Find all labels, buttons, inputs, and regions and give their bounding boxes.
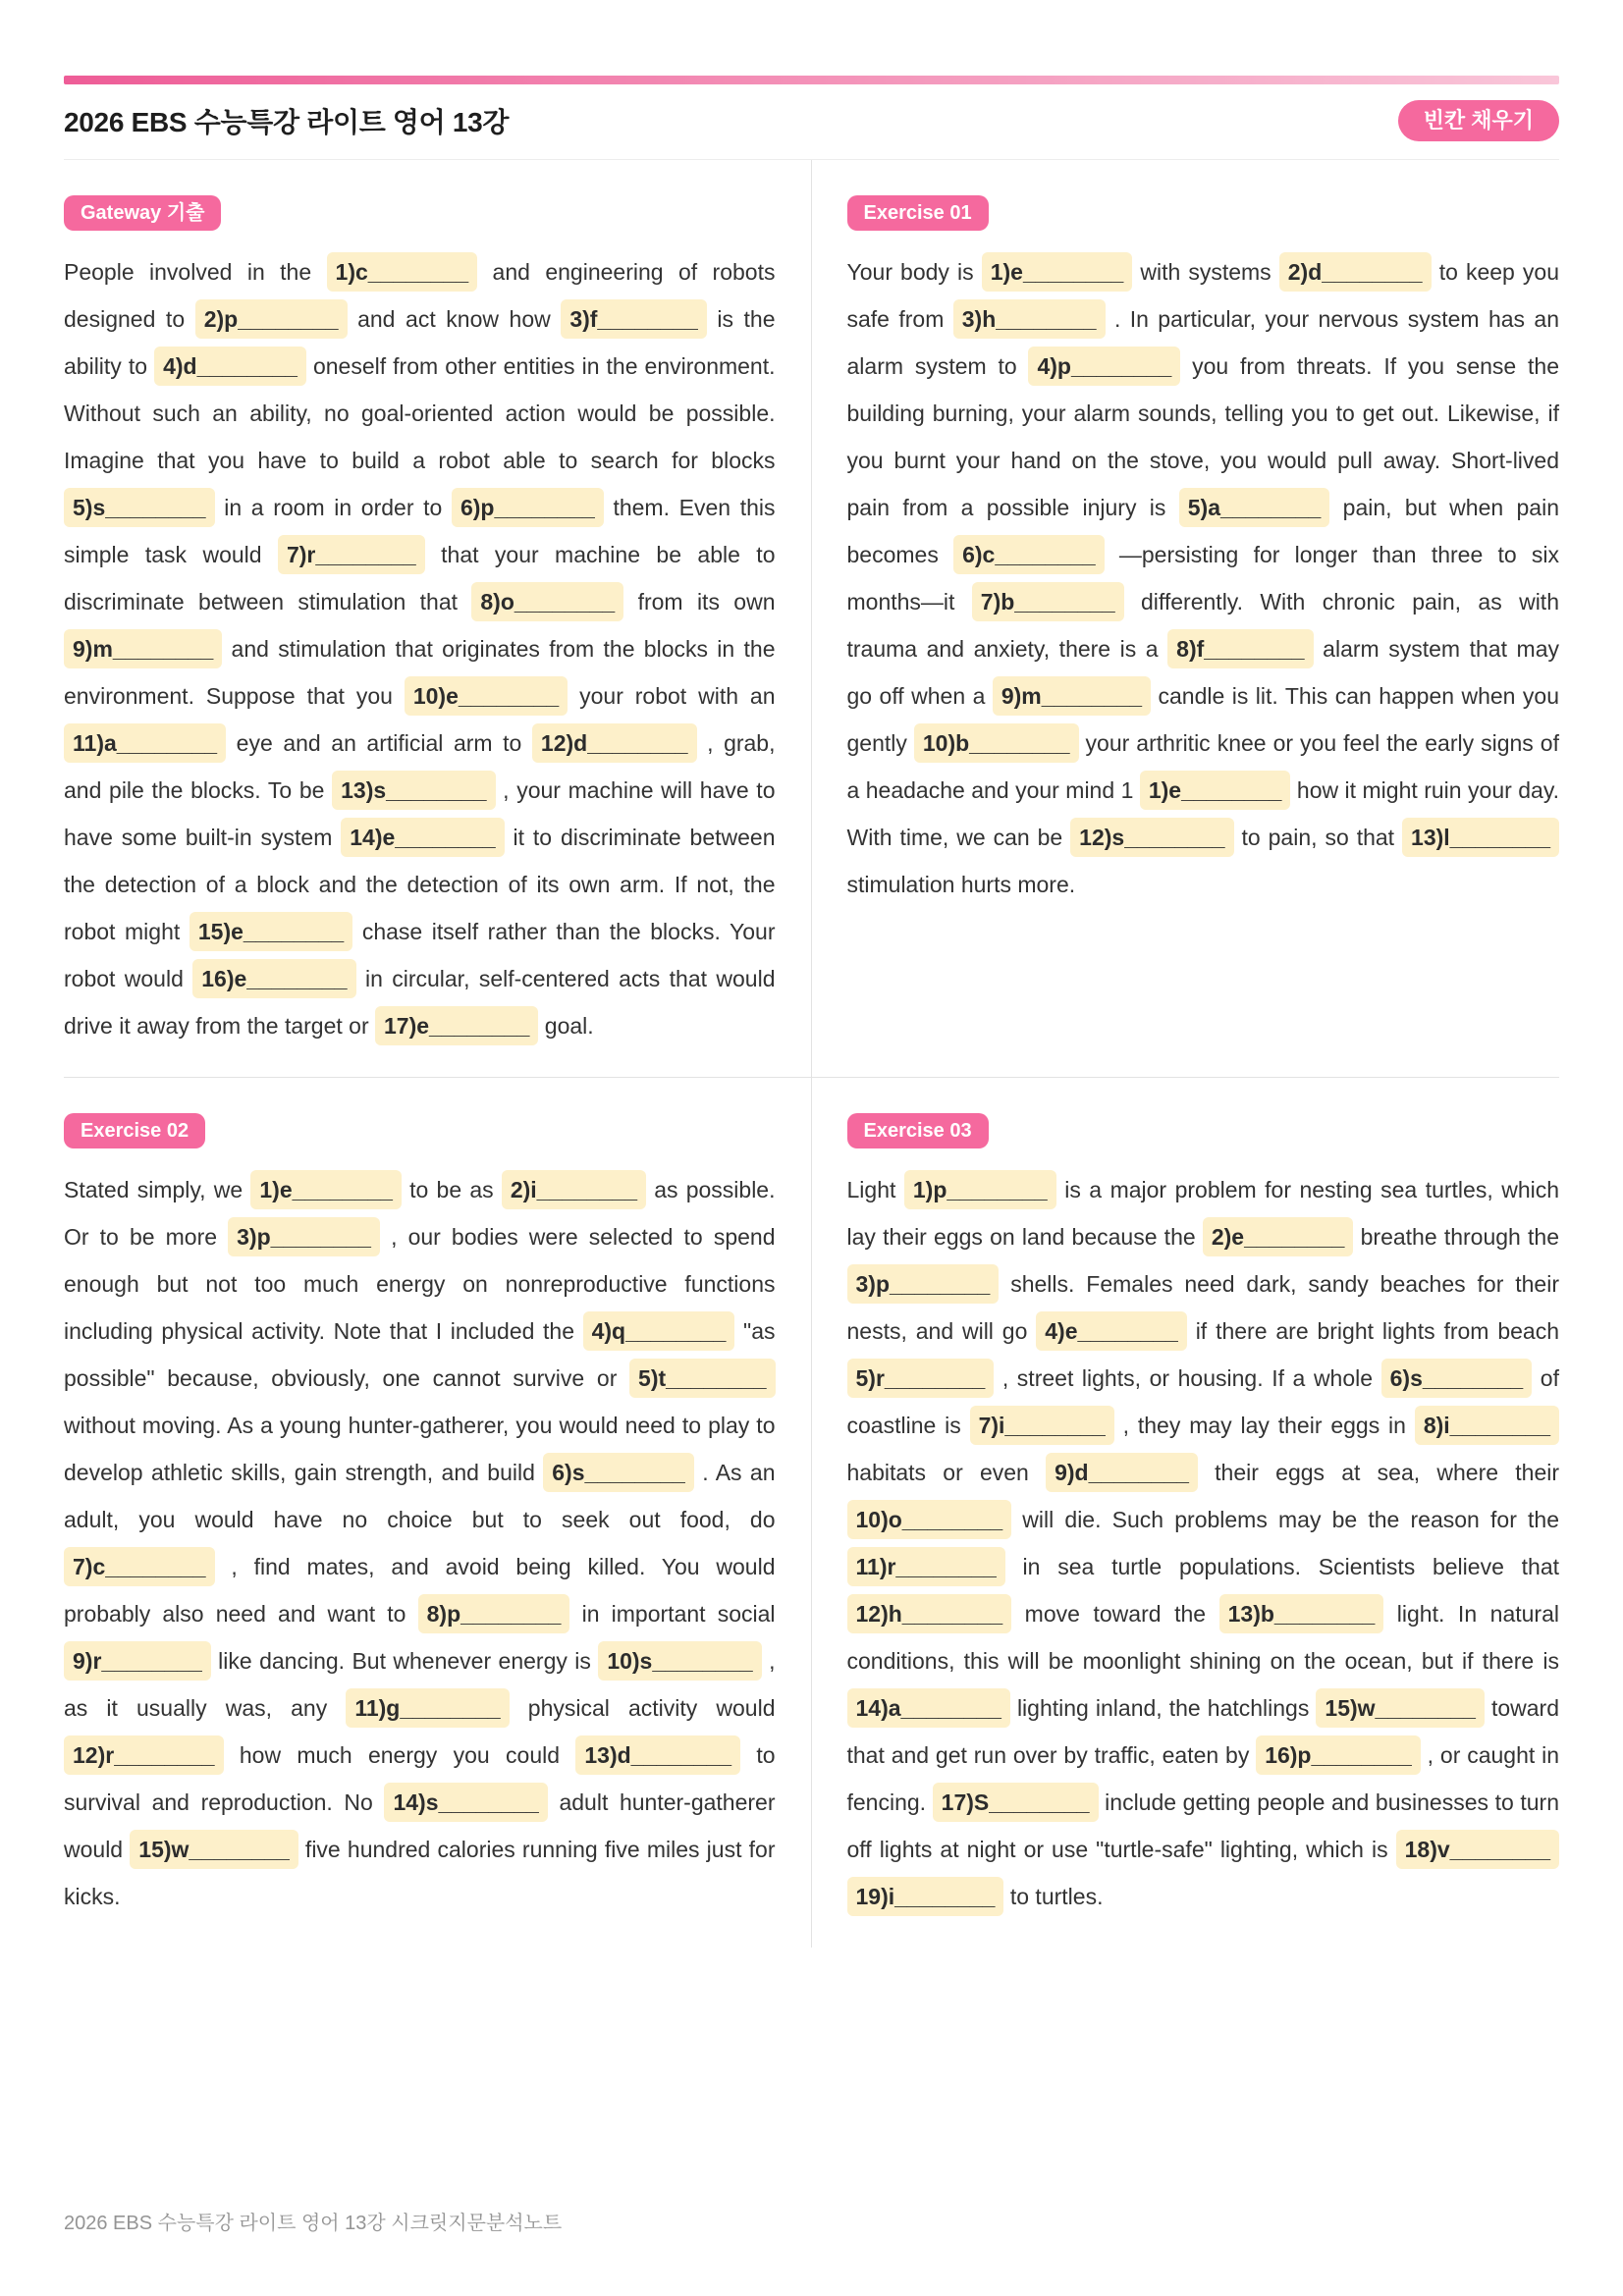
text-run: of coastline is xyxy=(846,1365,1559,1438)
blank-token: 9)d________ xyxy=(1046,1453,1198,1492)
text-run: —persisting for longer than three to six months—it xyxy=(846,542,1560,614)
mode-badge: 빈칸 채우기 xyxy=(1398,100,1559,141)
content-grid xyxy=(64,160,1559,1948)
text-run: like dancing. But whenever energy is xyxy=(210,1648,599,1674)
section-exercise-03 xyxy=(812,1078,1560,1948)
blank-token: 10)e________ xyxy=(405,676,568,716)
page-header xyxy=(64,76,1559,160)
text-run: , grab, and pile the blocks. To be xyxy=(64,730,776,803)
blank-token: 5)s________ xyxy=(64,488,215,527)
blank-token: 4)e________ xyxy=(1036,1311,1187,1351)
blank-token: 14)s________ xyxy=(384,1783,547,1822)
blank-token: 10)o________ xyxy=(847,1500,1012,1539)
text-run: move toward the xyxy=(1011,1601,1219,1627)
blank-token: 1)p________ xyxy=(904,1170,1056,1209)
text-run: include getting people and businesses to turn off lights at night or use "turtle-safe" lighting, which is xyxy=(846,1789,1559,1862)
text-run: how it might ruin your day. With time, we can be xyxy=(846,777,1559,850)
blank-token: 15)w________ xyxy=(130,1830,298,1869)
text-run: differently. With chronic pain, as with trauma and anxiety, there is a xyxy=(846,589,1559,662)
blank-token: 14)a________ xyxy=(847,1688,1010,1728)
blank-token: 11)r________ xyxy=(847,1547,1005,1586)
text-run: breathe through the xyxy=(1353,1224,1559,1250)
blank-token: 5)a________ xyxy=(1179,488,1330,527)
blank-token: 6)p________ xyxy=(452,488,604,527)
blank-token: 4)p________ xyxy=(1028,347,1180,386)
blank-token: 16)p________ xyxy=(1256,1735,1421,1775)
blank-token: 2)e________ xyxy=(1203,1217,1354,1256)
blank-token: 1)e________ xyxy=(1140,771,1291,810)
blank-token: 12)d________ xyxy=(532,723,697,763)
text-run: and engineering of robots designed to xyxy=(64,259,776,332)
text-run: alarm system that may go off when a xyxy=(846,636,1559,709)
blank-token: 8)f________ xyxy=(1167,629,1313,668)
blank-token: 15)e________ xyxy=(189,912,352,951)
text-run: as possible. Or to be more xyxy=(64,1177,776,1250)
blank-token: 11)g________ xyxy=(346,1688,509,1728)
section-badge-exercise-03: Exercise 03 xyxy=(847,1113,989,1148)
blank-token: 8)p________ xyxy=(418,1594,570,1633)
blank-token: 8)o________ xyxy=(471,582,623,621)
section-exercise-02 xyxy=(64,1078,812,1948)
text-run: Light xyxy=(846,1177,904,1202)
text-run: to keep you safe from xyxy=(846,259,1559,332)
blank-token: 2)d________ xyxy=(1279,252,1432,292)
text-run: pain, but when pain becomes xyxy=(846,495,1559,567)
text-run: in circular, self-centered acts that would drive it away from the target or xyxy=(64,966,776,1039)
blank-token: 1)e________ xyxy=(982,252,1133,292)
text-run: in a room in order to xyxy=(214,495,452,520)
text-run: "as possible" because, obviously, one cannot survive or xyxy=(64,1318,776,1391)
text-run: is a major problem for nesting sea turtles, which lay their eggs on land because the xyxy=(846,1177,1560,1250)
text-run: People involved in the xyxy=(64,259,327,285)
section-badge-exercise-02: Exercise 02 xyxy=(64,1113,205,1148)
passage-exercise-02 xyxy=(64,1166,776,1920)
text-run: chase itself rather than the blocks. Your robot would xyxy=(64,919,776,991)
accent-gradient-bar xyxy=(64,76,1559,84)
blank-token: 19)i________ xyxy=(847,1877,1004,1916)
text-run: habitats or even xyxy=(846,1460,1047,1485)
blank-token: 2)p________ xyxy=(195,299,348,339)
text-run: your arthritic knee or you feel the early signs of a headache and your mind 1 xyxy=(846,730,1559,803)
blank-token: 6)s________ xyxy=(1381,1359,1533,1398)
text-run: your robot with an xyxy=(568,683,776,709)
text-run: oneself from other entities in the environment. Without such an ability, no goal-oriented action would be possible. Imagine that you have to build a robot able to search for blocks xyxy=(64,353,776,473)
page-title: 2026 EBS 수능특강 라이트 영어 13강 xyxy=(64,107,510,137)
blank-token: 1)e________ xyxy=(250,1170,402,1209)
footer-text: 2026 EBS 수능특강 라이트 영어 13강 시크릿지문분석노트 xyxy=(64,2213,563,2234)
text-run: eye and an artificial arm to xyxy=(226,730,532,756)
text-run: . In particular, your nervous system has an alarm system to xyxy=(846,306,1560,379)
blank-token: 3)p________ xyxy=(228,1217,380,1256)
blank-token: 15)w________ xyxy=(1316,1688,1484,1728)
blank-token: 7)r________ xyxy=(278,535,425,574)
text-run: and stimulation that originates from the blocks in the environment. Suppose that you xyxy=(64,636,776,709)
text-run: stimulation hurts more. xyxy=(846,872,1076,897)
blank-token: 12)h________ xyxy=(847,1594,1012,1633)
text-run: Stated simply, we xyxy=(64,1177,251,1202)
blank-token: 12)s________ xyxy=(1070,818,1233,857)
blank-token: 2)i________ xyxy=(502,1170,646,1209)
blank-token: 5)r________ xyxy=(847,1359,995,1398)
text-run: Your body is xyxy=(846,259,982,285)
blank-token: 6)c________ xyxy=(953,535,1105,574)
blank-token: 17)S________ xyxy=(933,1783,1099,1822)
blank-token: 10)s________ xyxy=(598,1641,761,1681)
text-run: their eggs at sea, where their xyxy=(1197,1460,1559,1485)
text-run: to pain, so that xyxy=(1233,825,1403,850)
blank-token: 13)b________ xyxy=(1219,1594,1384,1633)
text-run: is the ability to xyxy=(64,306,776,379)
section-exercise-01 xyxy=(812,160,1560,1078)
blank-token: 9)m________ xyxy=(64,629,222,668)
blank-token: 10)b________ xyxy=(914,723,1079,763)
blank-token: 11)a________ xyxy=(64,723,226,763)
text-run: , or caught in fencing. xyxy=(846,1742,1560,1815)
section-badge-exercise-01: Exercise 01 xyxy=(847,195,989,231)
blank-token: 13)d________ xyxy=(575,1735,740,1775)
text-run: that your machine be able to discriminate between stimulation that xyxy=(64,542,776,614)
text-run: to be as xyxy=(401,1177,502,1202)
header-row xyxy=(64,84,1559,160)
blank-token: 4)d________ xyxy=(154,347,306,386)
passage-exercise-01 xyxy=(847,248,1560,908)
blank-token: 9)r________ xyxy=(64,1641,211,1681)
blank-token: 8)i________ xyxy=(1415,1406,1559,1445)
blank-token: 4)q________ xyxy=(583,1311,735,1351)
text-run: , find mates, and avoid being killed. You would probably also need and want to xyxy=(64,1554,776,1627)
text-run: in sea turtle populations. Scientists believe that xyxy=(1004,1554,1559,1579)
text-run: adult hunter-gatherer would xyxy=(64,1789,776,1862)
blank-token: 18)v________ xyxy=(1396,1830,1559,1869)
text-run: to turtles. xyxy=(1003,1884,1104,1909)
text-run: to survival and reproduction. No xyxy=(64,1742,776,1815)
blank-token: 17)e________ xyxy=(375,1006,538,1045)
text-run: lighting inland, the hatchlings xyxy=(1009,1695,1317,1721)
blank-token: 7)b________ xyxy=(972,582,1124,621)
blank-token: 6)s________ xyxy=(543,1453,694,1492)
text-run: candle is lit. This can happen when you gently xyxy=(846,683,1559,756)
text-run: shells. Females need dark, sandy beaches for their nests, and will go xyxy=(846,1271,1559,1344)
text-run: without moving. As a young hunter-gatherer, you would need to play to develop athletic skills, gain strength, and build xyxy=(64,1413,776,1485)
text-run: , as it usually was, any xyxy=(64,1648,776,1721)
blank-token: 13)l________ xyxy=(1402,818,1559,857)
text-run: and act know how xyxy=(347,306,562,332)
blank-token: 3)h________ xyxy=(953,299,1106,339)
text-run: in important social xyxy=(569,1601,776,1627)
text-run: . As an adult, you would have no choice but to seek out food, do xyxy=(64,1460,776,1532)
blank-token: 9)m________ xyxy=(993,676,1151,716)
text-run: it to discriminate between the detection of a block and the detection of its own arm. If not, the robot might xyxy=(64,825,776,944)
text-run: them. Even this simple task would xyxy=(64,495,776,567)
blank-token: 13)s________ xyxy=(332,771,495,810)
blank-token: 3)p________ xyxy=(847,1264,1000,1304)
text-run: , your machine will have to have some built-in system xyxy=(64,777,776,850)
passage-exercise-03 xyxy=(847,1166,1560,1920)
text-run: you from threats. If you sense the building burning, your alarm sounds, telling you to get out. Likewise, if you burnt your hand on the stove, you would pull away. Short-lived pain from a possible injury is xyxy=(846,353,1559,520)
text-run: will die. Such problems may be the reason for the xyxy=(1011,1507,1559,1532)
blank-token: 14)e________ xyxy=(341,818,504,857)
text-run: how much energy you could xyxy=(223,1742,576,1768)
section-gateway xyxy=(64,160,812,1078)
section-badge-gateway: Gateway 기출 xyxy=(64,195,221,231)
blank-token: 16)e________ xyxy=(192,959,355,998)
text-run: from its own xyxy=(623,589,776,614)
text-run: light. In natural conditions, this will be moonlight shining on the ocean, but if there is xyxy=(846,1601,1559,1674)
text-run: toward that and get run over by traffic, eaten by xyxy=(846,1695,1559,1768)
text-run: five hundred calories running five miles just for kicks. xyxy=(64,1837,776,1909)
blank-token: 1)c________ xyxy=(327,252,478,292)
text-run: if there are bright lights from beach xyxy=(1186,1318,1559,1344)
text-run: , our bodies were selected to spend enough but not too much energy on nonreproductive functions including physical activity. Note that I included the xyxy=(64,1224,776,1344)
blank-token: 5)t________ xyxy=(629,1359,775,1398)
blank-token: 7)i________ xyxy=(970,1406,1114,1445)
blank-token: 7)c________ xyxy=(64,1547,215,1586)
passage-gateway xyxy=(64,248,776,1049)
text-run: , they may lay their eggs in xyxy=(1113,1413,1415,1438)
blank-token: 12)r________ xyxy=(64,1735,224,1775)
blank-token: 3)f________ xyxy=(561,299,706,339)
page-footer xyxy=(64,2207,562,2235)
text-run: with systems xyxy=(1132,259,1279,285)
text-run: physical activity would xyxy=(509,1695,776,1721)
text-run: , street lights, or housing. If a whole xyxy=(994,1365,1381,1391)
text-run: goal. xyxy=(538,1013,594,1039)
